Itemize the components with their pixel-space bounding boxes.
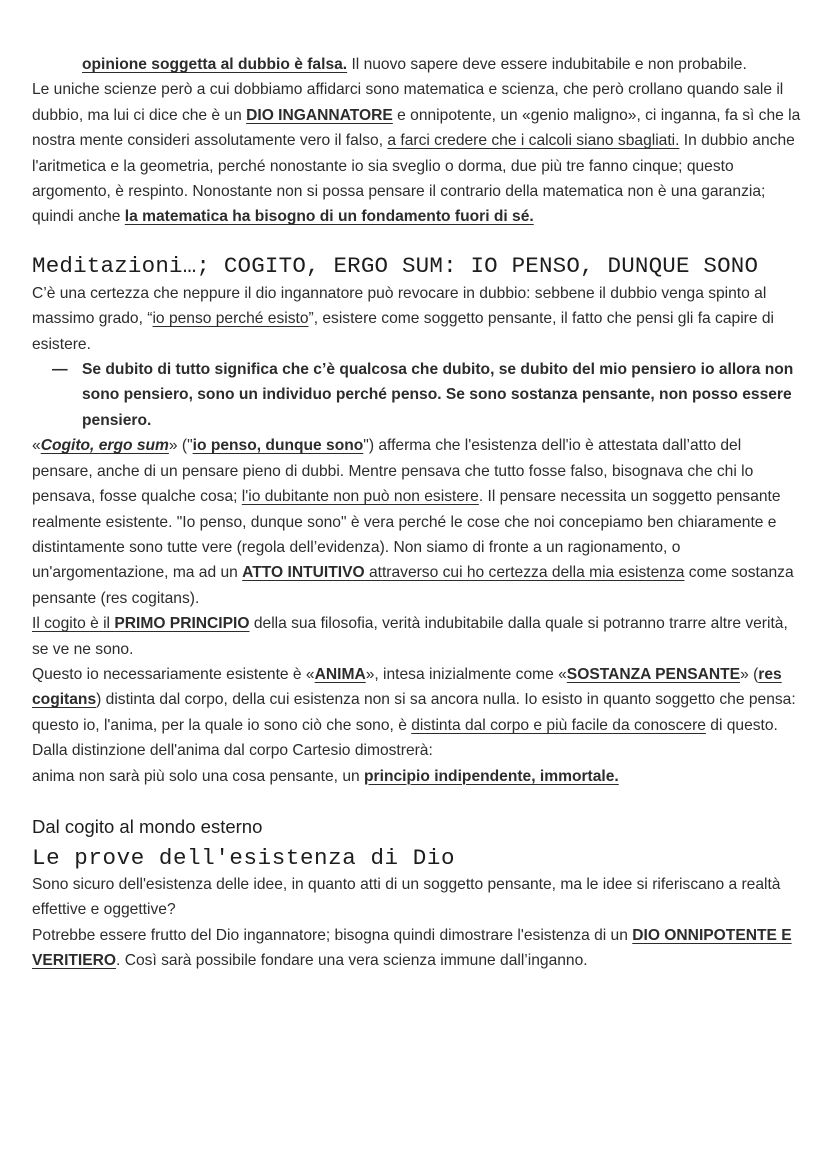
underlined-bold-text: ATTO INTUITIVO (242, 564, 365, 582)
paragraph-doubt-conclusion: opinione soggetta al dubbio è falsa. Il nuovo sapere deve essere indubitabile e non probabile. (82, 56, 747, 73)
underlined-text: Il cogito è il (32, 615, 115, 633)
underlined-text: l'io dubitante non può non esistere (241, 488, 479, 506)
paragraph-certainty: C’è una certezza che neppure il dio ingannatore può revocare in dubbio: sebbene il dubbio venga spinto al massimo grado, “io penso perché esisto”, esistere come soggetto pensante, il fatto che pensi gli fa capire di esistere. (32, 284, 774, 353)
underlined-bold-text: la matematica ha bisogno di un fondamento fuori di sé. (124, 208, 534, 226)
heading-external-world: Dal cogito al mondo esterno (32, 815, 263, 837)
dash-list-item: — Se dubito di tutto significa che c’è qualcosa che dubito, se dubito del mio pensiero io allora non sono pensiero, sono un individuo perché penso. Se sono sostanza pensante, non posso essere pensiero. (32, 357, 802, 433)
underlined-bold-text: io penso, dunque sono (192, 437, 364, 455)
underlined-bold-text: principio indipendente, immortale. (364, 767, 619, 785)
underlined-bold-text: SOSTANZA PENSANTE (566, 665, 741, 683)
underlined-text: a farci credere che i calcoli siano sbagliati. (387, 132, 680, 150)
heading-cogito: Meditazioni…; COGITO, ERGO SUM: IO PENSO, DUNQUE SONO (32, 252, 759, 279)
underlined-bold-italic-text: Cogito, ergo sum (40, 437, 169, 455)
paragraph-veracious-god: Potrebbe essere frutto del Dio ingannatore; bisogna quindi dimostrare l'esistenza di un DIO ONNIPOTENTE E VERITIERO. Così sarà possibile fondare una vera scienza immune dall’inganno. (32, 926, 792, 970)
paragraph-distinction: Dalla distinzione dell'anima dal corpo Cartesio dimostrerà: (32, 742, 433, 760)
paragraph-ideas: Sono sicuro dell'esistenza delle idee, in quanto atti di un soggetto pensante, ma le idee si riferiscano a realtà effettive e oggettive? (32, 875, 781, 919)
paragraph-immortal: anima non sarà più solo una cosa pensante, un principio indipendente, immortale. (32, 767, 619, 785)
underlined-bold-text: ANIMA (314, 665, 366, 683)
document-page (32, 52, 802, 974)
underlined-bold-text: DIO INGANNATORE (246, 106, 393, 124)
paragraph-cogito-ergo-sum: «Cogito, ergo sum» ("io penso, dunque sono") afferma che l'esistenza dell'io è attestata dall’atto del pensare, anche di un pensare pieno di dubbi. Mentre pensava che tutto fosse falso, bisognava che chi lo pensava, fosse qualche cosa; l'io dubitante non può non esistere. Il pensare necessita un soggetto pensante realmente esistente. "Io penso, dunque sono" è vera perché le cose che noi concepiamo ben chiaramente e distintamente sono tutte vere (regola dell’evidenza). Non siamo di fronte a un ragionamento, o un'argomentazione, ma ad un ATTO INTUITIVO attraverso cui ho certezza della mia esistenza come sostanza pensante (res cogitans). (32, 437, 794, 607)
underlined-bold-text: opinione soggetta al dubbio è falsa. (82, 56, 348, 73)
underlined-bold-text: PRIMO PRINCIPIO (114, 615, 250, 633)
underlined-text: attraverso cui ho certezza della mia esistenza (364, 564, 685, 582)
paragraph-deceiving-god: Le uniche scienze però a cui dobbiamo affidarci sono matematica e scienza, che però crollano quando sale il dubbio, ma lui ci dice che è un DIO INGANNATORE e onnipotente, un «genio maligno», ci inganna, fa sì che la nostra mente consideri assolutamente vero il falso, a farci credere che i calcoli siano sbagliati. In dubbio anche l'aritmetica e la geometria, perché nonostante io sia sveglio o dorma, due più tre fanno cinque; questo argomento, è respinto. Nonostante non si possa pensare il contrario della matematica non è una garanzia; quindi anche la matematica ha bisogno di un fondamento fuori di sé. (32, 81, 801, 226)
heading-proofs-of-god: Le prove dell'esistenza di Dio (32, 844, 456, 871)
underlined-bold-text: res cogitans (32, 665, 782, 709)
underlined-text: distinta dal corpo e più facile da conoscere (411, 716, 706, 734)
underlined-text: io penso perché esisto (152, 310, 309, 328)
underlined-bold-text: DIO ONNIPOTENTE E VERITIERO (32, 926, 792, 970)
paragraph-first-principle: Il cogito è il PRIMO PRINCIPIO della sua filosofia, verità indubitabile dalla quale si potranno trarre altre verità, se ve ne sono. (32, 615, 788, 658)
paragraph-soul: Questo io necessariamente esistente è «ANIMA», intesa inizialmente come «SOSTANZA PENSANTE» (res cogitans) distinta dal corpo, della cui esistenza non si sa ancora nulla. Io esisto in quanto soggetto che pensa: questo io, l'anima, per la quale io sono ciò che sono, è distinta dal corpo e più facile da conoscere di questo. (32, 665, 796, 734)
dash-bullet-icon: — (52, 361, 68, 379)
